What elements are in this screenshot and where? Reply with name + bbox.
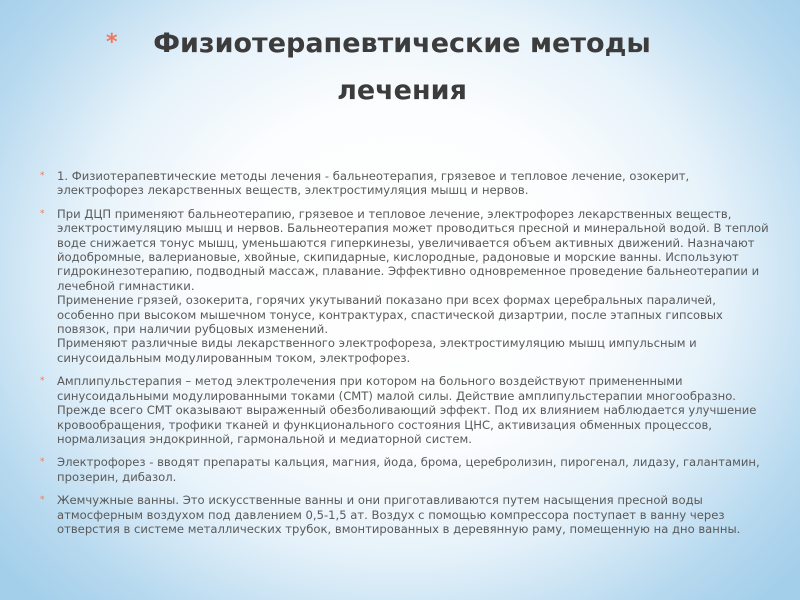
paragraph-text: Применение грязей, озокерита, горячих укутываний показано при всех формах церебральных параличей, особенно при высоком мышечном тонусе, контрактурах, спастической дизартрии, после этапных гипсовых повязок, при наличии рубцовых изменений. (57, 293, 723, 337)
bullet-icon: * (40, 208, 45, 219)
paragraph-text: 1. Физиотерапевтические методы лечения - бальнеотерапия, грязевое и тепловое лечение, озокерит, электрофорез лекарственных веществ, электростимуляция мышц и нервов. (57, 169, 690, 198)
bullet-icon: * (40, 495, 45, 506)
slide-title-line-1: Физиотерапевтические методы (153, 28, 651, 59)
paragraph-text: При ДЦП применяют бальнеотерапию, грязевое и тепловое лечение, электрофорез лекарственных веществ, электростимуляцию мышц и нервов. Бальнеотерапия может проводиться пресной и минеральной водой. В теплой воде снижается тонус мышц, уменьшаются гиперкинезы, увеличивается объем активных движений. Назначают йодобромные, валериановые, хвойные, скипидарные, кислородные, радоновые и морские ванны. Используют гидрокинезотерапию, подводный массаж, плавание. Эффективно одновременное проведение бальнеотерапии и лечебной гимнастики. (57, 206, 769, 293)
paragraph-text: Электрофорез - вводят препараты кальция, магния, йода, брома, церебролизин, пирогенал, лидазу, галантамин, прозерин, дибазол. (57, 455, 760, 484)
bullet-paragraph-1 (40, 169, 776, 198)
bullet-icon: * (40, 171, 45, 181)
bullet-paragraph-4 (40, 455, 776, 484)
slide-body (40, 169, 776, 545)
paragraph-text: Амплипульстерапия – метод электролечения при котором на больного воздействуют примененными синусоидальными модулированными токами (СМТ) малой силы. Действие амплипульстерапии многообразно. Прежде всего СМТ оказывают выраженный обезболивающий эффект. Под их влиянием наблюдается улучшение кровообращения, трофики тканей и функционального состояния ЦНС, активизация обменных процессов, нормализация эндокринной, гармональной и медиаторной систем. (57, 374, 757, 446)
bullet-paragraph-3 (40, 374, 776, 446)
bullet-icon: * (40, 457, 45, 468)
paragraph-text: Жемчужные ванны. Это искусственные ванны и они приготавливаются путем насыщения пресной воды атмосферным воздухом под давлением 0,5-1,5 ат. Воздух с помощью компрессора поступает в ванну через отверстия в системе металлических трубок, вмонтированных в деревянную раму, помещенную на дно ванны. (57, 493, 741, 536)
title-bullet-icon: * (106, 30, 118, 55)
bullet-paragraph-2 (40, 207, 776, 365)
slide-title-line-2: лечения (337, 75, 467, 106)
title-area (100, 20, 720, 114)
paragraph-text: Применяют различные виды лекарственного электрофореза, электростимуляцию мышц импульсным и синусоидальным модулированным током, электрофорез. (57, 336, 697, 365)
bullet-paragraph-5 (40, 493, 776, 536)
slide-title (142, 20, 662, 114)
bullet-icon: * (40, 376, 45, 387)
